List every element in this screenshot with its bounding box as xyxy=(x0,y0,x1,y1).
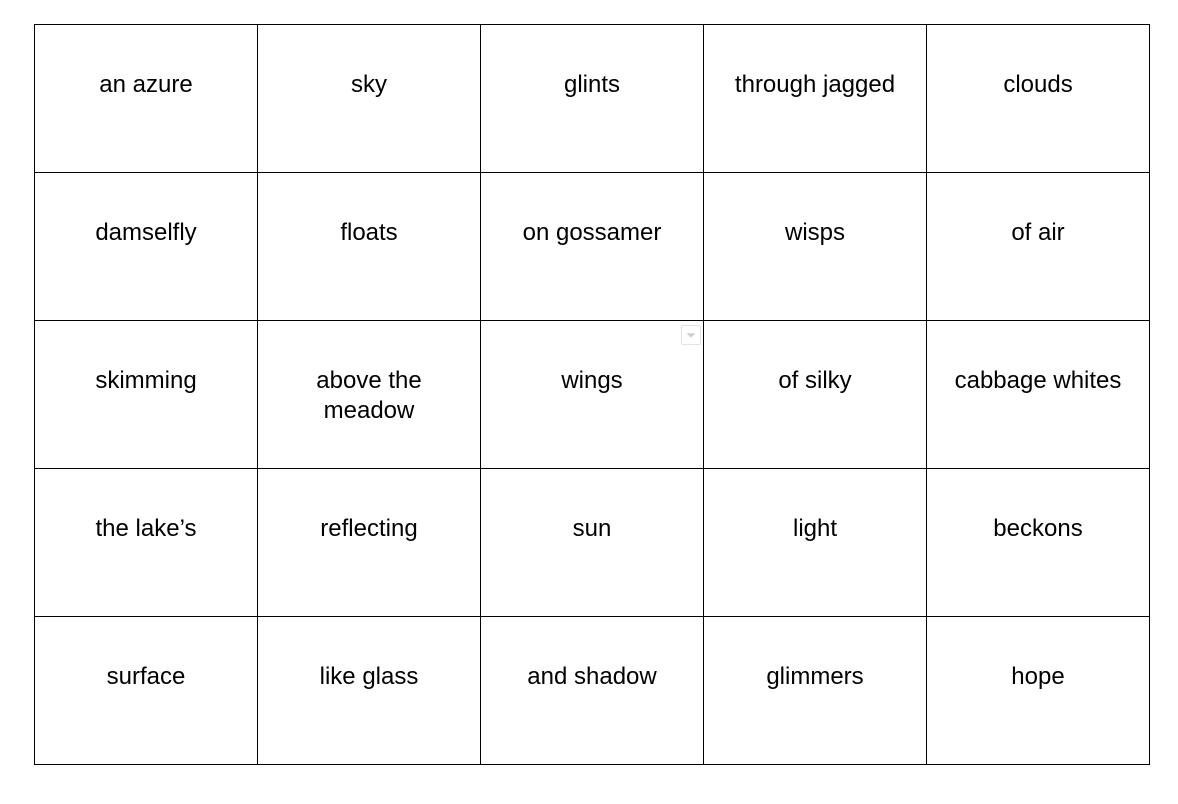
table-cell[interactable] xyxy=(481,173,704,321)
cell-text: above the meadow xyxy=(316,367,422,424)
cell-text: of air xyxy=(1011,219,1065,246)
cell-text: glimmers xyxy=(766,663,864,690)
table-cell[interactable] xyxy=(704,173,927,321)
cell-text: light xyxy=(792,515,838,542)
table-row xyxy=(35,617,1150,765)
table-cell[interactable] xyxy=(258,617,481,765)
cell-text: sky xyxy=(351,71,387,98)
table-row xyxy=(35,173,1150,321)
cell-text: of silky xyxy=(778,367,852,394)
table-cell[interactable] xyxy=(258,25,481,173)
table-cell[interactable] xyxy=(481,617,704,765)
chevron-down-icon[interactable] xyxy=(681,325,701,345)
cell-text: floats xyxy=(340,219,398,246)
table-row xyxy=(35,25,1150,173)
table-cell[interactable] xyxy=(35,469,258,617)
cell-text: cabbage whites xyxy=(954,367,1122,394)
table-cell[interactable] xyxy=(258,173,481,321)
table-cell[interactable] xyxy=(35,617,258,765)
table-cell[interactable] xyxy=(704,25,927,173)
cell-text: beckons xyxy=(993,515,1083,542)
cell-text: on gossamer xyxy=(522,219,662,246)
cell-text: clouds xyxy=(1003,71,1073,98)
table-cell[interactable] xyxy=(704,617,927,765)
cell-text: damselfly xyxy=(95,219,197,246)
cell-text: the lake’s xyxy=(95,515,197,542)
table-cell[interactable] xyxy=(927,25,1150,173)
table-cell[interactable] xyxy=(704,469,927,617)
cell-text: skimming xyxy=(95,367,197,394)
cell-text: surface xyxy=(106,663,186,690)
cell-text: through jagged xyxy=(734,71,896,98)
table-row xyxy=(35,321,1150,469)
table-cell[interactable] xyxy=(35,173,258,321)
table-cell[interactable] xyxy=(35,25,258,173)
table-row xyxy=(35,469,1150,617)
table-cell[interactable] xyxy=(481,25,704,173)
cell-text: reflecting xyxy=(320,515,418,542)
cell-text: wisps xyxy=(784,219,845,246)
word-grid-table xyxy=(34,24,1150,765)
cell-text: like glass xyxy=(319,663,419,690)
cell-text: and shadow xyxy=(527,663,657,690)
table-cell[interactable] xyxy=(704,321,927,469)
cell-text: an azure xyxy=(99,71,193,98)
table-cell[interactable] xyxy=(927,469,1150,617)
table-cell[interactable] xyxy=(481,469,704,617)
table-cell[interactable] xyxy=(258,469,481,617)
table-cell[interactable] xyxy=(927,617,1150,765)
cell-text: sun xyxy=(572,515,612,542)
cell-text: glints xyxy=(563,71,621,98)
table-cell[interactable] xyxy=(927,321,1150,469)
cell-text: hope xyxy=(1011,663,1065,690)
table-cell[interactable] xyxy=(258,321,481,469)
table-cell[interactable] xyxy=(35,321,258,469)
table-cell[interactable] xyxy=(481,321,704,469)
table-cell[interactable] xyxy=(927,173,1150,321)
cell-text: wings xyxy=(561,367,623,394)
